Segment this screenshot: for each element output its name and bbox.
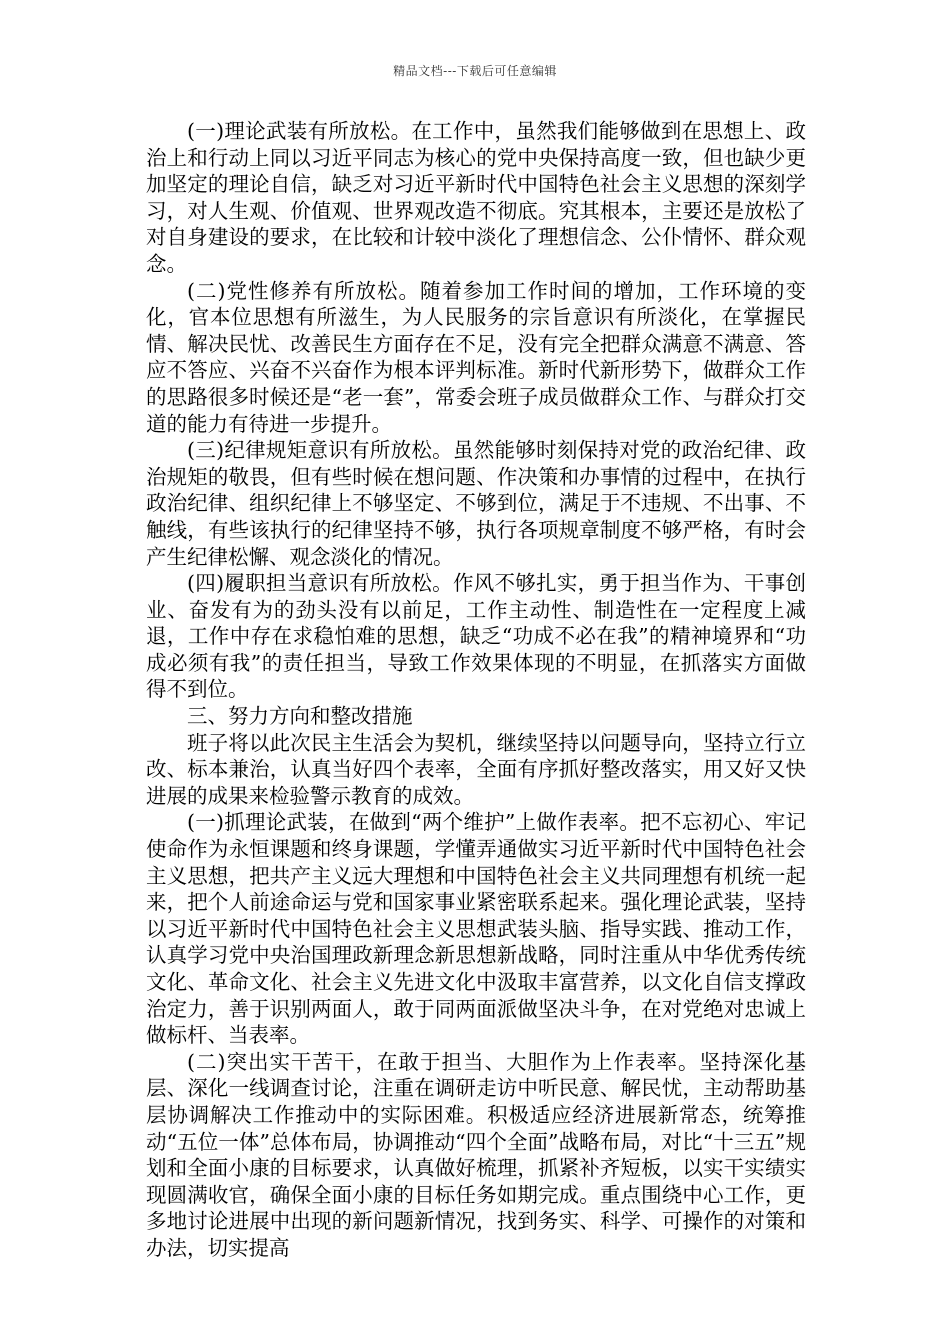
document-body xyxy=(146,118,806,1262)
paragraph-intro: 班子将以此次民主生活会为契机，继续坚持以问题导向，坚持立行立改、标本兼治，认真当好四个表率，全面有序抓好整改落实，用又好又快进展的成果来检验警示教育的成效。 xyxy=(146,730,806,808)
page-header: 精品文档---下载后可任意编辑 xyxy=(393,64,557,78)
paragraph-theory: (一)理论武装有所放松。在工作中，虽然我们能够做到在思想上、政治上和行动上同以习近平同志为核心的党中央保持高度一致，但也缺少更加坚定的理论自信，缺乏对习近平新时代中国特色社会主义思想的深刻学习，对人生观、价值观、世界观改造不彻底。究其根本，主要还是放松了对自身建设的要求，在比较和计较中淡化了理想信念、公仆情怀、群众观念。 xyxy=(146,119,806,276)
paragraph-discipline: (三)纪律规矩意识有所放松。虽然能够时刻保持对党的政治纪律、政治规矩的敬畏，但有些时候在想问题、作决策和办事情的过程中，在执行政治纪律、组织纪律上不够坚定、不够到位，满足于不违规、不出事、不触线，有些该执行的纪律坚持不够，执行各项规章制度不够严格，有时会产生纪律松懈、观念淡化的情况。 xyxy=(146,438,806,569)
section-heading: 三、努力方向和整改措施 xyxy=(187,704,413,729)
paragraph-measure-two: (二)突出实干苦干，在敢于担当、大胆作为上作表率。坚持深化基层、深化一线调查讨论，注重在调研走访中听民意、解民忧，主动帮助基层协调解决工作推动中的实际困难。积极适应经济进展新常态，统筹推动“五位一体”总体布局，协调推动“四个全面”战略布局，对比“十三五”规划和全面小康的目标要求，认真做好梳理，抓紧补齐短板，以实干实绩实现圆满收官，确保全面小康的目标任务如期完成。重点围绕中心工作，更多地讨论进展中出现的新问题新情况，找到务实、科学、可操作的对策和办法，切实提高 xyxy=(146,1049,806,1260)
paragraph-measure-one: (一)抓理论武装，在做到“两个维护”上做作表率。把不忘初心、牢记使命作为永恒课题和终身课题，学懂弄通做实习近平新时代中国特色社会主义思想，把共产主义远大理想和中国特色社会主义共同理想有机统一起来，把个人前途命运与党和国家事业紧密联系起来。强化理论武装，坚持以习近平新时代中国特色社会主义思想武装头脑、指导实践、推动工作，认真学习党中央治国理政新理念新思想新战略，同时注重从中华优秀传统文化、革命文化、社会主义先进文化中汲取丰富营养，以文化自信支撑政治定力，善于识别两面人，敢于同两面派做坚决斗争，在对党绝对忠诚上做标杆、当表率。 xyxy=(146,810,806,1048)
paragraph-party-spirit: (二)党性修养有所放松。随着参加工作时间的增加，工作环境的变化，官本位思想有所滋生，为人民服务的宗旨意识有所淡化，在掌握民情、解决民忧、改善民生方面存在不足，没有完全把群众满意不满意、答应不答应、兴奋不兴奋作为根本评判标准。新时代新形势下，做群众工作的思路很多时候还是“老一套”，常委会班子成员做群众工作、与群众打交道的能力有待进一步提升。 xyxy=(146,278,806,436)
paragraph-duty: (四)履职担当意识有所放松。作风不够扎实，勇于担当作为、干事创业、奋发有为的劲头没有以前足，工作主动性、制造性在一定程度上减退，工作中存在求稳怕难的思想，缺乏“功成不必在我”的精神境界和“功成必须有我”的责任担当，导致工作效果体现的不明显，在抓落实方面做得不到位。 xyxy=(146,571,806,702)
